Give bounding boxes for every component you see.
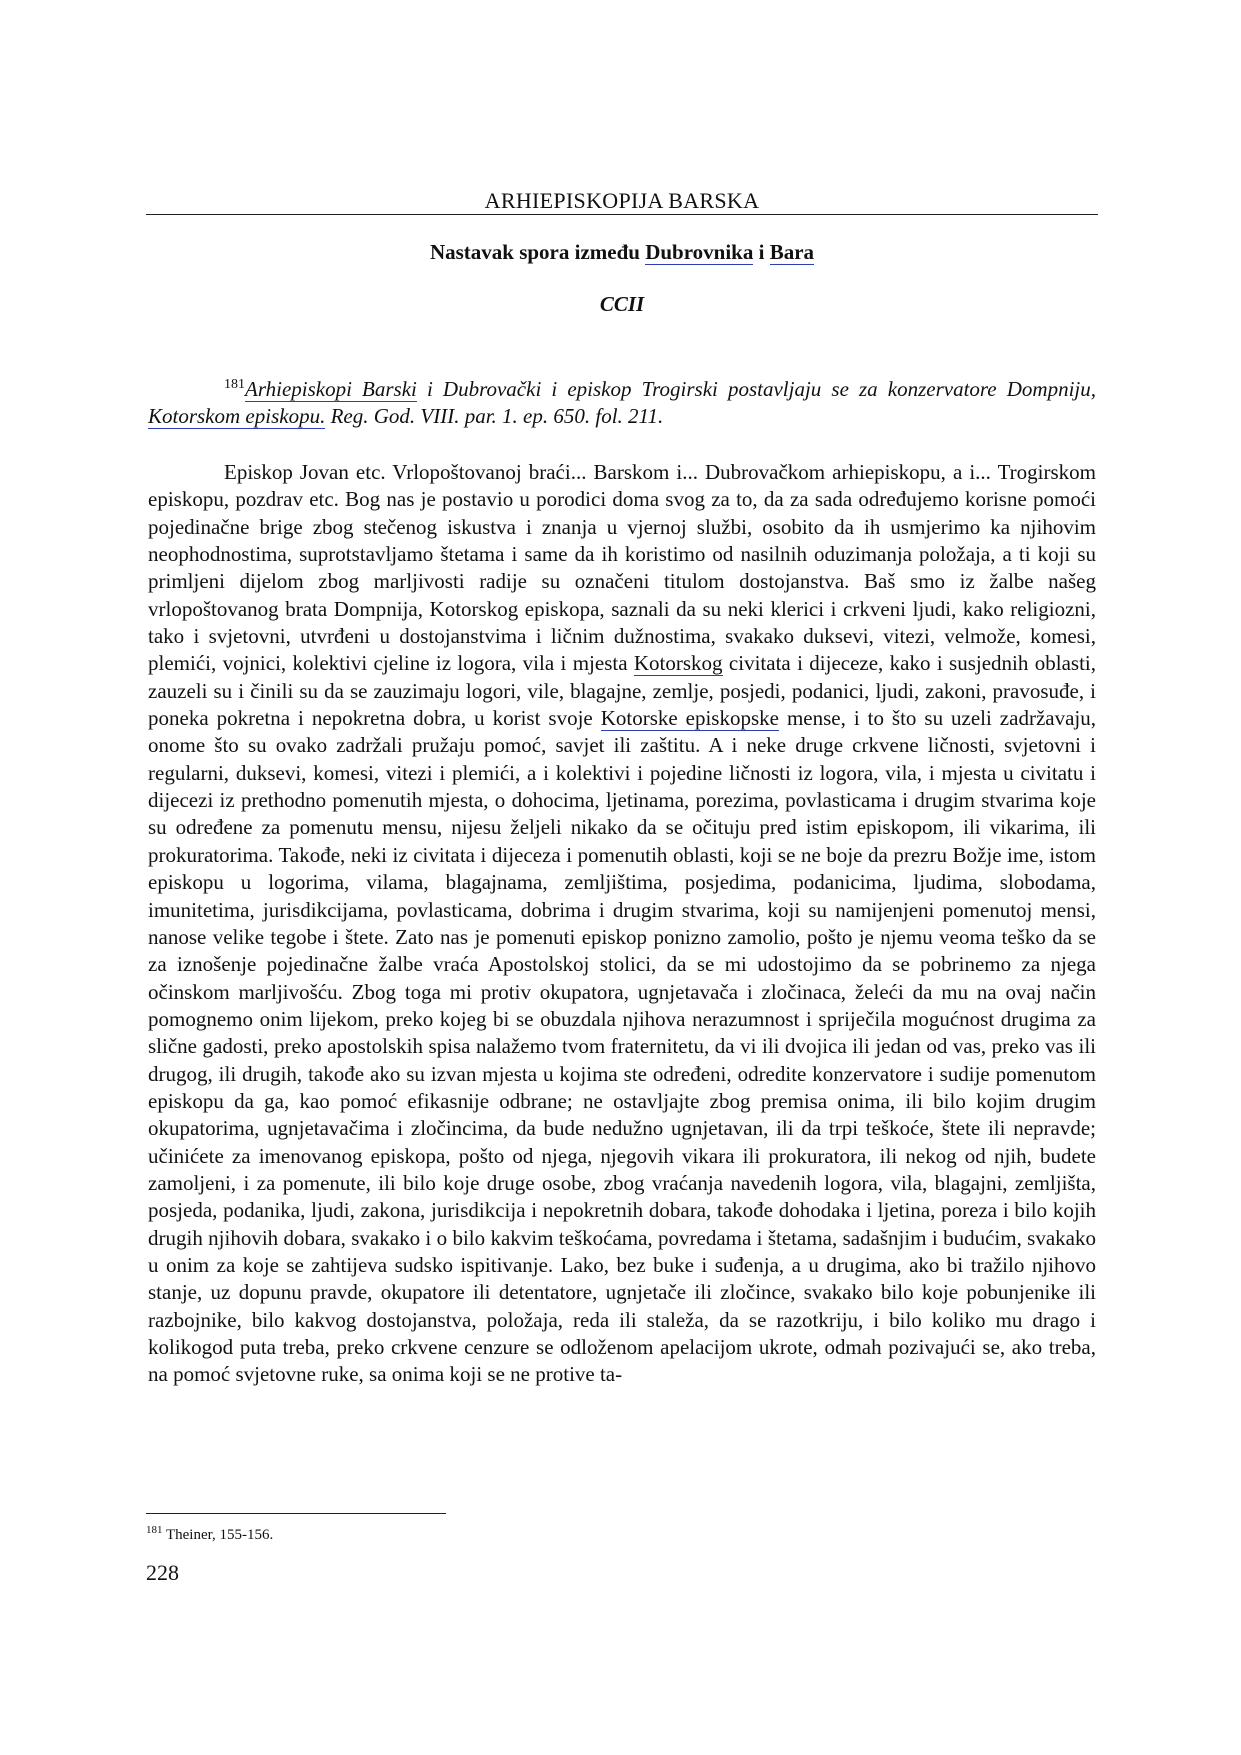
summary-text-1: i Dubrovački i episkop Trogirski postavljaju se za konzervatore Dompniju, bbox=[416, 377, 1096, 401]
footnote-text: Theiner, 155-156. bbox=[162, 1527, 274, 1543]
running-title: ARHIEPISKOPIJA BARSKA bbox=[484, 188, 760, 213]
footnote-reference[interactable]: 181 bbox=[224, 377, 245, 392]
link-archbishops-bar[interactable]: Arhiepiskopi Barski bbox=[245, 377, 417, 401]
body-text-part-2: civitata i dijeceze, kako i susjednih oblasti, zauzeli su i činili su da se zauzimaju logori, vile, blagajne, zemlje, posjedi, podanici, ljudi, zakoni, pravosuđe, i poneka pokretna i nepokretna dobra, u korist svoje bbox=[148, 651, 1096, 731]
chapter-title bbox=[146, 240, 1098, 265]
document-summary bbox=[148, 371, 1096, 430]
header-rule bbox=[146, 214, 1098, 215]
body-text-part-3: mense, i to što su uzeli zadržavaju, onome što su ovako zadržali pružaju pomoć, savjet ili zaštitu. A i neke druge crkvene ličnosti, svjetovni i regularni, duksevi, komesi, vitezi i plemići, a i kolektivi i pojedine ličnosti iz logora, vila, i mjesta u civitatu i dijecezi iz prethodno pomenutih mjesta, o dohocima, ljetinama, porezima, povlasticama i drugim stvarima koje su određene za pomenutu mensu, nijesu željeli nikako da se očituju pred istim episkopom, ili vikarima, ili prokuratorima. Takođe, neki iz civitata i dijeceza i pomenutih oblasti, koji se ne boje da prezru Božje ime, istom episkopu u logorima, vilama, blagajnama, zemljištima, posjedima, podanicima, ljudima, slobodama, imunitetima, jurisdikcijama, povlasticama, dobrima i drugim stvarima, koji su namijenjeni pomenutoj mensi, nanose velike tegobe i štete. Zato nas je pomenuti episkop ponizno zamolio, pošto je njemu veoma teško da se za iznošenje pojedinačne žalbe vraća Apostolskoj stolici, da se mi udostojimo da se pobrinemo za njega očinskom marljivošću. Zbog toga mi protiv okupatora, ugnjetavača i zločinaca, želeći da mu na ovaj način pomognemo onim lijekom, preko kojeg bi se obuzdala njihova nerazumnost i spriječila mogućnost drugima za slične gadosti, preko apostolskih spisa nalažemo tvom fraternitetu, da vi ili dvojica ili jedan od vas, preko vas ili drugog, ili drugih, takođe ako su izvan mjesta u kojima ste određeni, odredite konzervatore i sudije pomenutom episkopu da ga, kao pomoć efikasnije odbrane; ne ostavljajte zbog premisa onima, ili bilo kojim drugim okupatorima, ugnjetavačima i zločincima, da bude nedužno ugnjetavan, ili da trpi teškoće, štete ili nepravde; učinićete za imenovanog episkopa, pošto od njega, njegovih vikara ili prokuratora, ili nekog od njih, budete zamoljeni, i za pomenute, ili bilo koje druge osobe, zbog vraćanja navedenih logora, vila, blagajni, zemljišta, posjeda, podanika, ljudi, zakona, jurisdikcija i nepokretnih dobara, takođe dohodaka i ljetina, poreza i bilo kojih drugih njihovih dobara, svakako i o bilo kakvim teškoćama, povredama i štetama, sadašnjim i budućim, svakako u onim za koje se zahtijeva sudsko ispitivanje. Lako, bez buke i suđenja, a u drugima, ako bi tražilo njihovo stanje, uz dopunu pravde, okupatore ili detentatore, ugnjetače ili zločince, svakako bilo koje pobunjenike ili razbojnike, bilo kakvog dostojanstva, položaja, reda ili staleža, da se razotkriju, i bilo koliko mu drago i kolikogod puta treba, preko crkvene cenzure se odloženom apelacijom ukrote, odmah pozivajući se, ako treba, na pomoć svjetovne ruke, sa onima koji se ne protive ta- bbox=[148, 706, 1096, 1387]
link-kotor-bishop[interactable]: Kotorskom episkopu. bbox=[148, 404, 326, 428]
summary-text-2: Reg. God. VIII. par. 1. ep. 650. fol. 211. bbox=[325, 404, 664, 428]
chapter-title-prefix: Nastavak spora između bbox=[429, 240, 646, 264]
document-number: CCII bbox=[599, 292, 645, 316]
chapter-title-mid: i bbox=[753, 240, 770, 264]
footnote-mark: 181 bbox=[146, 1524, 163, 1536]
page-number: 228 bbox=[146, 1560, 179, 1585]
footnote bbox=[146, 1524, 273, 1544]
body-paragraph bbox=[148, 459, 1096, 1389]
link-bar[interactable]: Bara bbox=[769, 240, 815, 264]
body-text-part-1: Episkop Jovan etc. Vrlopoštovanoj braći... Barskom i... Dubrovačkom arhiepiskopu, a i... Trogirskom episkopu, pozdrav etc. Bog nas je postavio u porodici doma svog za to, da za sada određujemo korisne pomoći pojedinačne brige zbog stečenog iskustva i znanja u vjernoj službi, osobito da ih usmjerimo ka njihovim neophodnostima, suprotstavljamo štetama i same da ih koristimo od nasilnih oduzimanja položaja, a ti koji su primljeni dijelom zbog marljivosti radije su označeni titulom dostojanstva. Baš smo iz žalbe našeg vrlopoštovanog brata Dompnija, Kotorskog episkopa, saznali da su neki klerici i crkveni ljudi, kako religiozni, tako i svjetovni, utvrđeni u dostojanstvima i ličnim dužnostima, svakako duksevi, vitezi, velmože, komesi, plemići, vojnici, kolektivi cjeline iz logora, vila i mjesta bbox=[148, 460, 1096, 676]
footnote-rule bbox=[146, 1513, 446, 1514]
link-dubrovnik[interactable]: Dubrovnika bbox=[645, 240, 754, 264]
link-kotorskog[interactable]: Kotorskog bbox=[633, 651, 723, 676]
link-kotorske-episkopske[interactable]: Kotorske episkopske bbox=[600, 706, 779, 731]
